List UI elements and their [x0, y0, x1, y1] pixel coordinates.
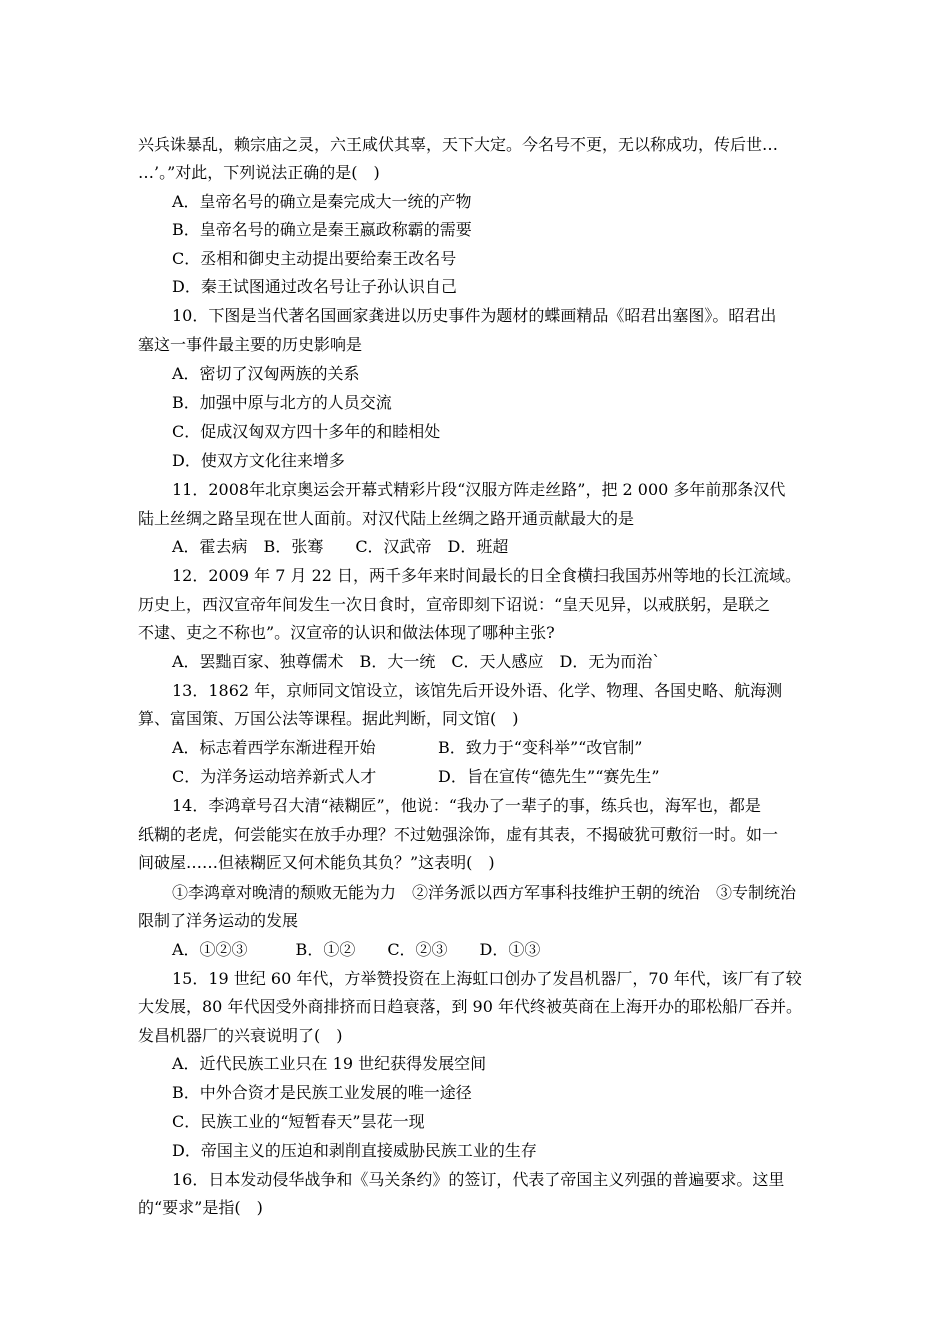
q14-options: A．①②③ B．①② C．②③ D．①③ [172, 940, 541, 959]
q15-option-a: A．近代民族工业只在 19 世纪获得发展空间 [172, 1054, 487, 1073]
q14-statements-2: 限制了洋务运动的发展 [138, 911, 299, 930]
q15-line-2: 大发展，80 年代因受外商排挤而日趋衰落，到 90 年代终被英商在上海开办的耶松船厂吞并。 [138, 997, 802, 1016]
q9-option-b: B．皇帝名号的确立是秦王嬴政称霸的需要 [172, 220, 472, 239]
q13-line-2: 算、富国策、万国公法等课程。据此判断，同文馆( ) [138, 709, 519, 728]
q11-line-2: 陆上丝绸之路呈现在世人面前。对汉代陆上丝绸之路开通贡献最大的是 [138, 509, 635, 528]
q9-option-d: D．秦王试图通过改名号让子孙认识自己 [172, 277, 457, 296]
q12-line-2: 历史上，西汉宣帝年间发生一次日食时，宣帝即刻下诏说：“皇天见异，以戒朕躬，是联之 [138, 595, 771, 614]
q15-line-3: 发昌机器厂的兴衰说明了( ) [138, 1026, 343, 1045]
q10-option-a: A．密切了汉匈两族的关系 [172, 364, 360, 383]
q10-option-b: B．加强中原与北方的人员交流 [172, 393, 392, 412]
q15-line-1: 15．19 世纪 60 年代，方举赞投资在上海虹口创办了发昌机器厂，70 年代，该厂有了较 [172, 969, 802, 988]
q10-option-d: D．使双方文化往来增多 [172, 451, 345, 470]
q11-line-1: 11．2008年北京奥运会开幕式精彩片段“汉服方阵走丝路”，把 2 000 多年前那条汉代 [172, 480, 786, 499]
q10-line-1: 10．下图是当代著名国画家龚进以历史事件为题材的蝶画精品《昭君出塞图》。昭君出 [172, 306, 777, 325]
q13-option-d: D．旨在宣传“德先生”“赛先生” [438, 767, 660, 786]
q12-options: A．罢黜百家、独尊儒术 B．大一统 C．天人感应 D．无为而治` [172, 652, 661, 671]
q13-option-c: C．为洋务运动培养新式人才 [172, 767, 377, 786]
q9-line-2: …’。”对此，下列说法正确的是( ) [138, 163, 380, 182]
q12-line-1: 12．2009 年 7 月 22 日，两千多年来时间最长的日全食横扫我国苏州等地的长江流域。 [172, 566, 802, 585]
q9-option-c: C．丞相和御史主动提出要给秦王改名号 [172, 249, 457, 268]
q14-statements-1: ①李鸿章对晚清的颓败无能为力 ②洋务派以西方军事科技维护王朝的统治 ③专制统治 [172, 883, 797, 902]
q16-line-1: 16．日本发动侵华战争和《马关条约》的签订，代表了帝国主义列强的普遍要求。这里 [172, 1170, 785, 1189]
q16-line-2: 的“要求”是指( ) [138, 1198, 263, 1217]
q10-line-2: 塞这一事件最主要的历史影响是 [138, 335, 363, 354]
q14-line-1: 14．李鸿章号召大清“裱糊匠”，他说：“我办了一辈子的事，练兵也，海军也，都是 [172, 796, 761, 815]
q15-option-d: D．帝国主义的压迫和剥削直接威胁民族工业的生存 [172, 1141, 537, 1160]
q13-option-b: B．致力于“变科举”“改官制” [438, 738, 643, 757]
q15-option-c: C．民族工业的“短暂春天”昙花一现 [172, 1112, 425, 1131]
q12-line-3: 不逮、吏之不称也”。汉宣帝的认识和做法体现了哪种主张? [138, 623, 555, 642]
q15-option-b: B．中外合资才是民族工业发展的唯一途径 [172, 1083, 472, 1102]
q9-line-1: 兴兵诛暴乱，赖宗庙之灵，六王咸伏其辜，天下大定。今名号不更，无以称成功，传后世… [138, 135, 779, 154]
q13-option-a: A．标志着西学东渐进程开始 [172, 738, 376, 757]
q14-line-3: 间破屋……但裱糊匠又何术能负其负？”这表明( ) [138, 853, 495, 872]
q14-line-2: 纸糊的老虎，何尝能实在放手办理？不过勉强涂饰，虚有其表，不揭破犹可敷衍一时。如一 [138, 825, 779, 844]
q11-options: A．霍去病 B．张骞 C．汉武帝 D．班超 [172, 537, 509, 556]
q13-line-1: 13．1862 年，京师同文馆设立，该馆先后开设外语、化学、物理、各国史略、航海测 [172, 681, 783, 700]
q9-option-a: A．皇帝名号的确立是秦完成大一统的产物 [172, 192, 472, 211]
q10-option-c: C．促成汉匈双方四十多年的和睦相处 [172, 422, 441, 441]
